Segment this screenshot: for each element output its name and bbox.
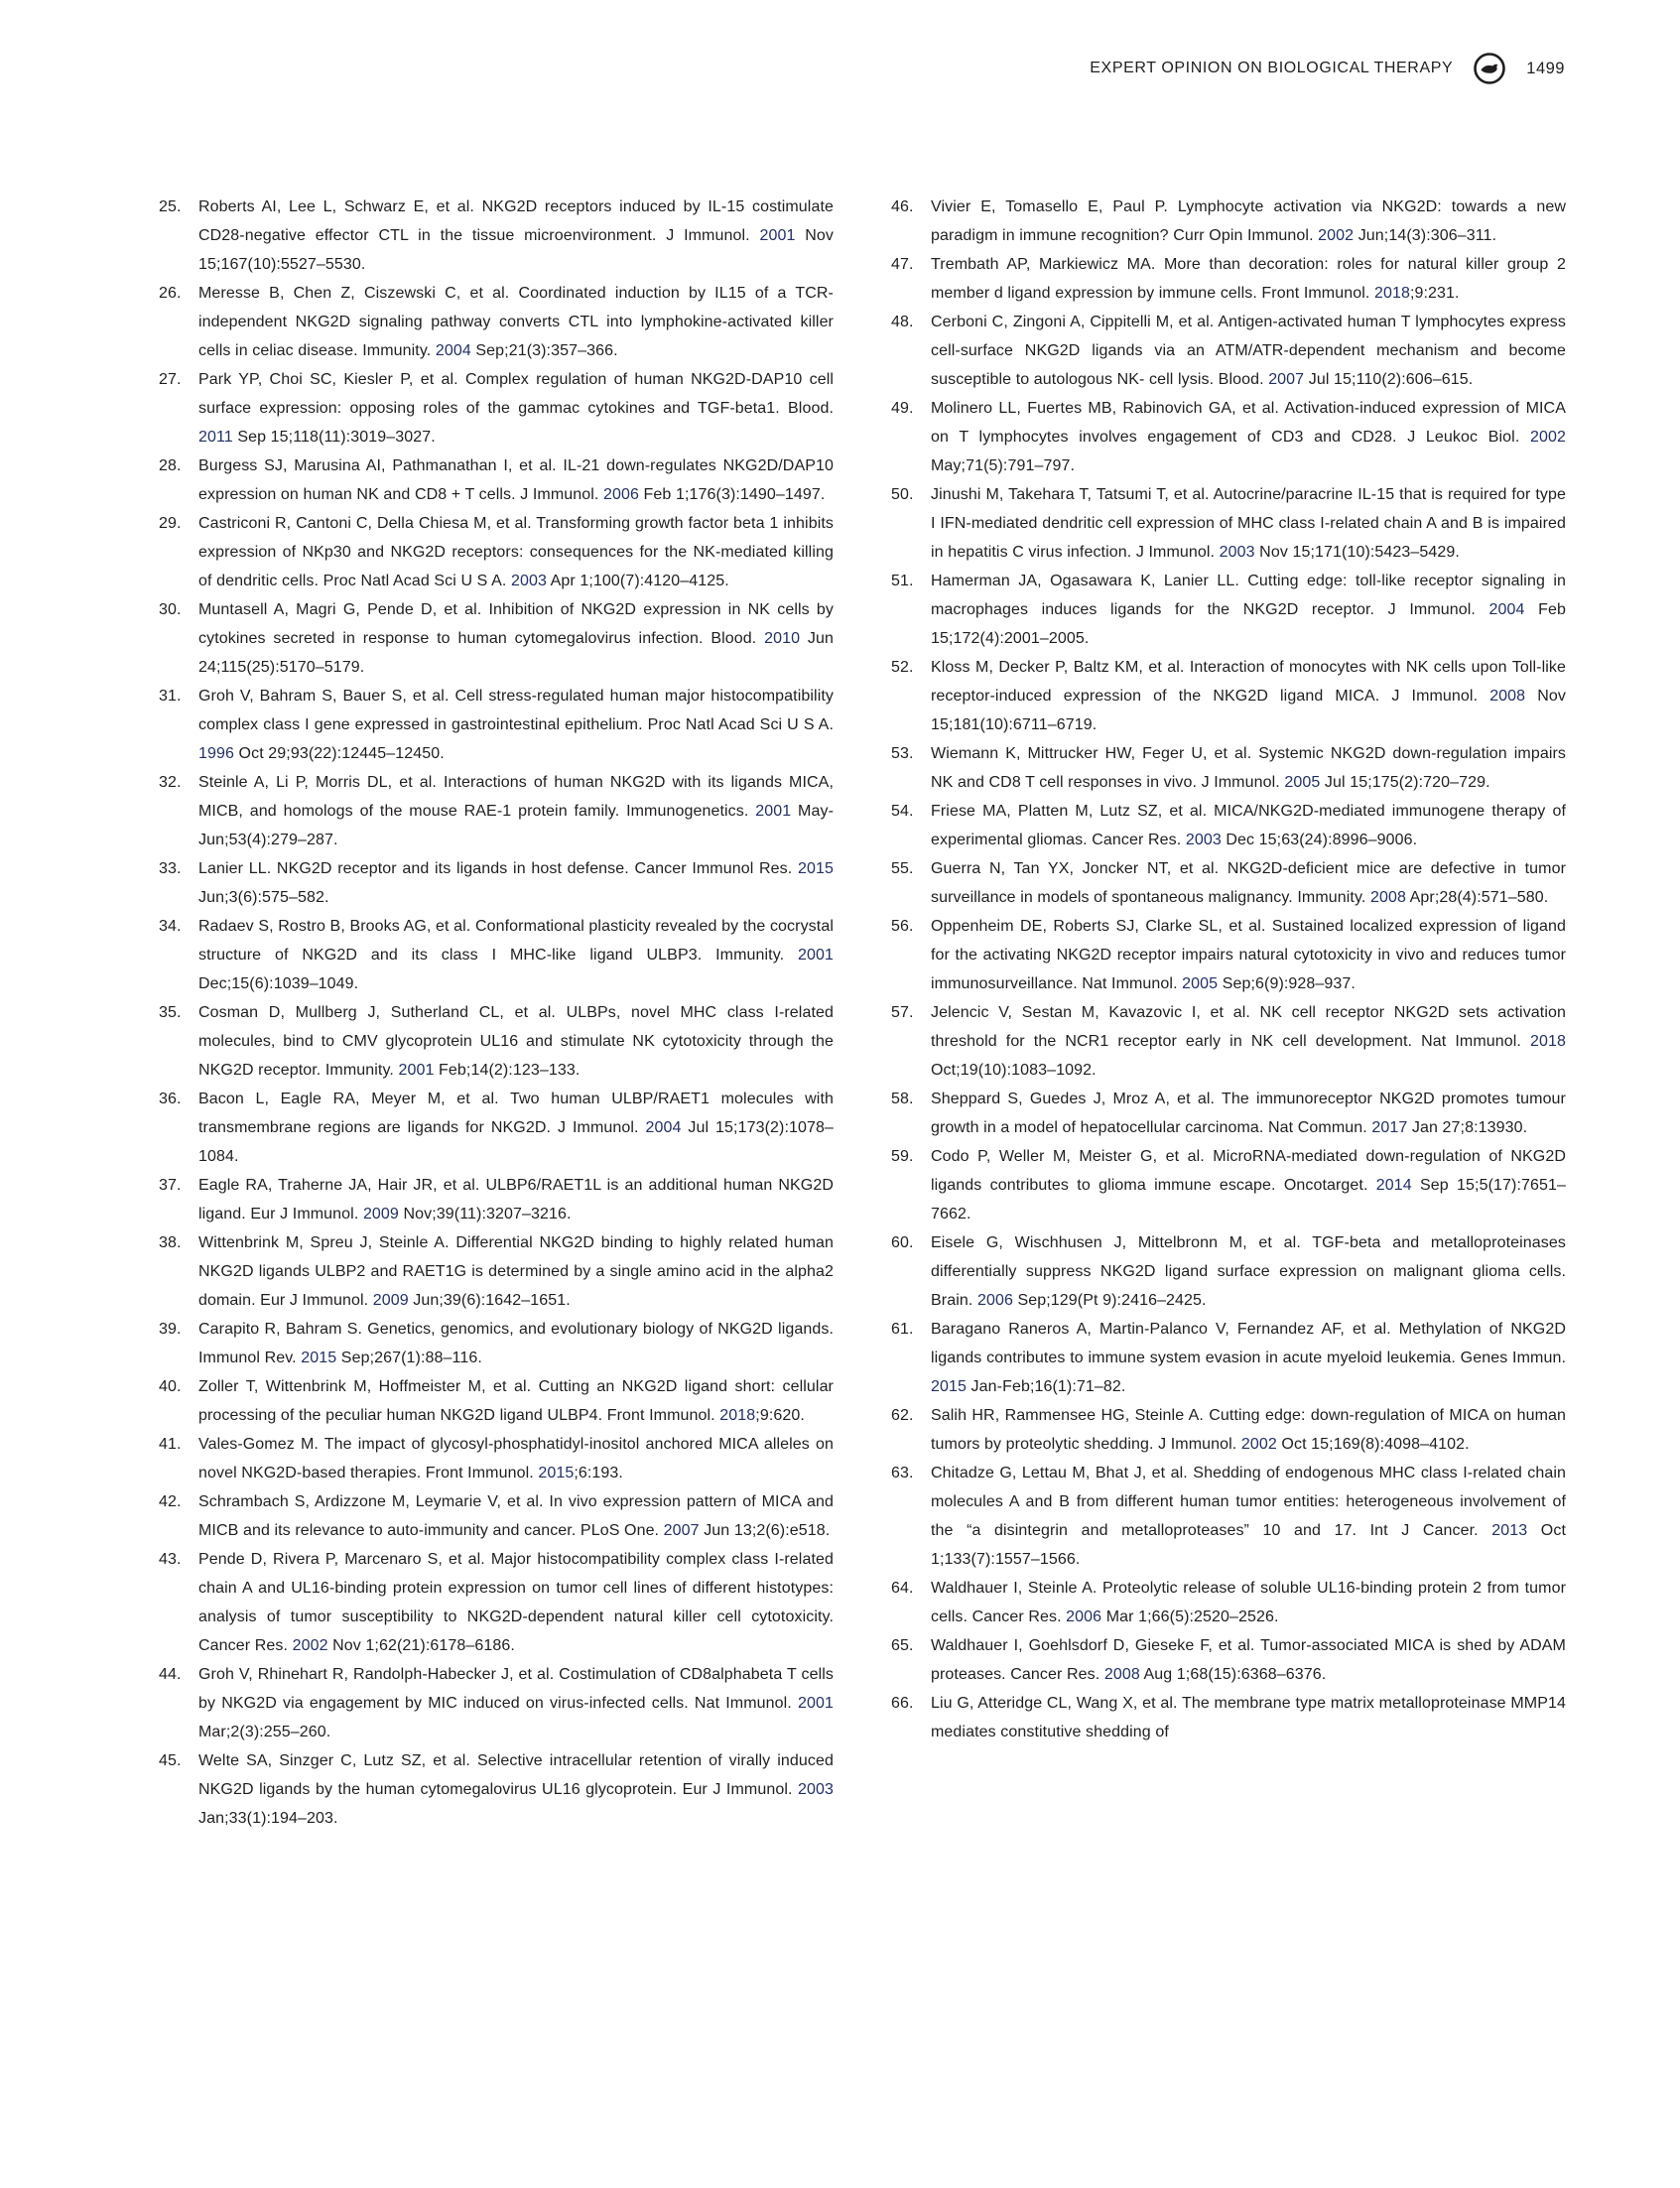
reference-number: 40. (159, 1378, 182, 1395)
reference-year-link[interactable]: 2018 (719, 1407, 756, 1424)
reference-number: 45. (159, 1752, 182, 1769)
reference-number: 60. (891, 1234, 914, 1251)
reference-text: Waldhauer I, Steinle A. Proteolytic release of soluble UL16-binding protein 2 from tumor cells. Cancer Res. 2006 Mar 1;66(5):2520–2526. (931, 1580, 1566, 1625)
journal-title: EXPERT OPINION ON BIOLOGICAL THERAPY (1090, 60, 1454, 76)
reference-item (159, 1746, 834, 1833)
reference-number: 39. (159, 1321, 182, 1338)
reference-number: 42. (159, 1493, 182, 1510)
reference-year-link[interactable]: 2015 (798, 860, 834, 877)
reference-item (891, 1631, 1566, 1689)
reference-item (159, 768, 834, 854)
reference-item (159, 854, 834, 912)
reference-text: Sheppard S, Guedes J, Mroz A, et al. The immunoreceptor NKG2D promotes tumour growth in a model of hepatocellular carcinoma. Nat Commun. 2017 Jan 27;8:13930. (931, 1091, 1566, 1136)
reference-text: Liu G, Atteridge CL, Wang X, et al. The membrane type matrix metalloproteinase MMP14 mediates constitutive shedding of (931, 1695, 1566, 1740)
reference-number: 63. (891, 1465, 914, 1481)
reference-text: Wittenbrink M, Spreu J, Steinle A. Differential NKG2D binding to highly related human NKG2D ligands ULBP2 and RAET1G is determined by a single amino acid in the alpha2 domain. Eur J Immunol. 2009 Jun;39(6):1642–1651. (198, 1234, 834, 1309)
reference-number: 66. (891, 1695, 914, 1712)
reference-year-link[interactable]: 2003 (1219, 544, 1255, 561)
reference-item (159, 682, 834, 768)
reference-year-link[interactable]: 2014 (1375, 1177, 1412, 1194)
reference-text: Vivier E, Tomasello E, Paul P. Lymphocyte activation via NKG2D: towards a new paradigm in immune recognition? Curr Opin Immunol. 2002 Jun;14(3):306–311. (931, 198, 1566, 244)
reference-text: Radaev S, Rostro B, Brooks AG, et al. Conformational plasticity revealed by the cocrystal structure of NKG2D and its class I MHC-like ligand ULBP3. Immunity. 2001 Dec;15(6):1039–1049. (198, 918, 834, 992)
reference-text: Cosman D, Mullberg J, Sutherland CL, et al. ULBPs, novel MHC class I-related molecules, bind to CMV glycoprotein UL16 and stimulate NK cytotoxicity through the NKG2D receptor. Immunity. 2001 Feb;14(2):123–133. (198, 1004, 834, 1079)
reference-number: 62. (891, 1407, 914, 1424)
references-column-right (891, 193, 1566, 1833)
reference-item (159, 509, 834, 595)
reference-item (159, 1315, 834, 1372)
reference-text: Park YP, Choi SC, Kiesler P, et al. Complex regulation of human NKG2D-DAP10 cell surface expression: opposing roles of the gammac cytokines and TGF-beta1. Blood. 2011 Sep 15;118(11):3019–3027. (198, 371, 834, 446)
reference-text: Groh V, Rhinehart R, Randolph-Habecker J, et al. Costimulation of CD8alphabeta T cells by NKG2D via engagement by MIC induced on virus-infected cells. Nat Immunol. 2001 Mar;2(3):255–260. (198, 1666, 834, 1740)
reference-year-link[interactable]: 2004 (645, 1119, 682, 1136)
reference-text: Kloss M, Decker P, Baltz KM, et al. Interaction of monocytes with NK cells upon Toll-like receptor-induced expression of the NKG2D ligand MICA. J Immunol. 2008 Nov 15;181(10):6711–6719. (931, 659, 1566, 733)
reference-text: Zoller T, Wittenbrink M, Hoffmeister M, et al. Cutting an NKG2D ligand short: cellular processing of the peculiar human NKG2D ligand ULBP4. Front Immunol. 2018;9:620. (198, 1378, 834, 1424)
reference-number: 64. (891, 1580, 914, 1597)
reference-item (891, 1085, 1566, 1142)
reference-item (159, 1545, 834, 1660)
reference-text: Welte SA, Sinzger C, Lutz SZ, et al. Selective intracellular retention of virally induced NKG2D ligands by the human cytomegalovirus UL16 glycoprotein. Eur J Immunol. 2003 Jan;33(1):194–203. (198, 1752, 834, 1827)
reference-year-link[interactable]: 2003 (510, 573, 547, 589)
reference-year-link[interactable]: 2001 (398, 1062, 435, 1079)
reference-text: Groh V, Bahram S, Bauer S, et al. Cell stress-regulated human major histocompatibility complex class I gene expressed in gastrointestinal epithelium. Proc Natl Acad Sci U S A. 1996 Oct 29;93(22):12445–12450. (198, 688, 834, 762)
reference-year-link[interactable]: 2008 (1489, 688, 1526, 705)
reference-number: 41. (159, 1436, 182, 1453)
reference-number: 52. (891, 659, 914, 676)
reference-text: Eagle RA, Traherne JA, Hair JR, et al. ULBP6/RAET1L is an additional human NKG2D ligand. Eur J Immunol. 2009 Nov;39(11):3207–3216. (198, 1177, 834, 1223)
reference-year-link[interactable]: 2007 (1268, 371, 1305, 388)
reference-year-link[interactable]: 2015 (931, 1378, 967, 1395)
reference-number: 49. (891, 400, 914, 417)
reference-year-link[interactable]: 2015 (538, 1465, 575, 1481)
reference-number: 25. (159, 198, 182, 215)
reference-year-link[interactable]: 1996 (198, 745, 234, 762)
reference-year-link[interactable]: 2003 (1185, 832, 1222, 848)
reference-number: 59. (891, 1148, 914, 1165)
page-number: 1499 (1526, 59, 1565, 77)
reference-text: Vales-Gomez M. The impact of glycosyl-phosphatidyl-inositol anchored MICA alleles on novel NKG2D-based therapies. Front Immunol. 2015;6:193. (198, 1436, 834, 1481)
reference-text: Schrambach S, Ardizzone M, Leymarie V, et al. In vivo expression pattern of MICA and MICB and its relevance to auto-immunity and cancer. PLoS One. 2007 Jun 13;2(6):e518. (198, 1493, 834, 1539)
reference-year-link[interactable]: 2009 (372, 1292, 409, 1309)
reference-item (891, 1142, 1566, 1228)
reference-text: Codo P, Weller M, Meister G, et al. MicroRNA-mediated down-regulation of NKG2D ligands contributes to glioma immune escape. Oncotarget. 2014 Sep 15;5(17):7651–7662. (931, 1148, 1566, 1223)
reference-year-link[interactable]: 2010 (764, 630, 801, 647)
reference-year-link[interactable]: 2008 (1103, 1666, 1140, 1683)
reference-text: Lanier LL. NKG2D receptor and its ligands in host defense. Cancer Immunol Res. 2015 Jun;3(6):575–582. (198, 860, 834, 906)
reference-year-link[interactable]: 2018 (1530, 1033, 1566, 1050)
reference-text: Hamerman JA, Ogasawara K, Lanier LL. Cutting edge: toll-like receptor signaling in macrophages induces ligands for the NKG2D receptor. J Immunol. 2004 Feb 15;172(4):2001–2005. (931, 573, 1567, 647)
reference-number: 30. (159, 601, 182, 618)
reference-item (891, 308, 1566, 394)
reference-number: 26. (159, 285, 182, 302)
reference-year-link[interactable]: 2001 (759, 227, 796, 244)
reference-number: 58. (891, 1091, 914, 1107)
reference-year-link[interactable]: 2007 (663, 1522, 700, 1539)
reference-number: 65. (891, 1637, 914, 1654)
reference-number: 31. (159, 688, 182, 705)
reference-number: 61. (891, 1321, 914, 1338)
publisher-logo-icon (1473, 52, 1506, 85)
reference-year-link[interactable]: 2001 (798, 947, 834, 964)
reference-text: Muntasell A, Magri G, Pende D, et al. Inhibition of NKG2D expression in NK cells by cytokines secreted in response to human cytomegalovirus infection. Blood. 2010 Jun 24;115(25):5170–5179. (198, 601, 834, 676)
reference-item (891, 998, 1566, 1085)
reference-year-link[interactable]: 2001 (798, 1695, 834, 1712)
reference-year-link[interactable]: 2002 (292, 1637, 328, 1654)
reference-number: 51. (891, 573, 914, 589)
reference-item (891, 1574, 1566, 1631)
reference-year-link[interactable]: 2017 (1371, 1119, 1408, 1136)
reference-item (159, 1228, 834, 1315)
reference-number: 29. (159, 515, 182, 532)
reference-year-link[interactable]: 2002 (1240, 1436, 1277, 1453)
reference-year-link[interactable]: 2011 (198, 429, 233, 446)
reference-text: Burgess SJ, Marusina AI, Pathmanathan I, et al. IL-21 down-regulates NKG2D/DAP10 expression on human NK and CD8 + T cells. J Immunol. 2006 Feb 1;176(3):1490–1497. (198, 457, 834, 503)
reference-text: Castriconi R, Cantoni C, Della Chiesa M, et al. Transforming growth factor beta 1 inhibits expression of NKp30 and NKG2D receptors: consequences for the NK-mediated killing of dendritic cells. Proc Natl Acad Sci U S A. 2003 Apr 1;100(7):4120–4125. (198, 515, 834, 589)
reference-text: Waldhauer I, Goehlsdorf D, Gieseke F, et al. Tumor-associated MICA is shed by ADAM proteases. Cancer Res. 2008 Aug 1;68(15):6368–6376. (931, 1637, 1566, 1683)
reference-item (159, 998, 834, 1085)
reference-text: Jelencic V, Sestan M, Kavazovic I, et al. NK cell receptor NKG2D sets activation threshold for the NCR1 receptor early in NK cell development. Nat Immunol. 2018 Oct;19(10):1083–1092. (931, 1004, 1566, 1079)
reference-text: Roberts AI, Lee L, Schwarz E, et al. NKG2D receptors induced by IL-15 costimulate CD28-negative effector CTL in the tissue microenvironment. J Immunol. 2001 Nov 15;167(10):5527–5530. (198, 198, 834, 273)
reference-number: 32. (159, 774, 182, 791)
reference-item (159, 912, 834, 998)
reference-year-link[interactable]: 2002 (1318, 227, 1355, 244)
page-header (1090, 52, 1565, 85)
reference-year-link[interactable]: 2009 (362, 1206, 399, 1223)
reference-text: Wiemann K, Mittrucker HW, Feger U, et al. Systemic NKG2D down-regulation impairs NK and CD8 T cell responses in vivo. J Immunol. 2005 Jul 15;175(2):720–729. (931, 745, 1566, 791)
reference-year-link[interactable]: 2013 (1491, 1522, 1528, 1539)
reference-number: 43. (159, 1551, 182, 1568)
reference-year-link[interactable]: 2005 (1182, 975, 1219, 992)
reference-item (891, 394, 1566, 480)
reference-item (159, 1372, 834, 1430)
reference-text: Oppenheim DE, Roberts SJ, Clarke SL, et al. Sustained localized expression of ligand for the activating NKG2D receptor impairs natural cytotoxicity in vivo and reduces tumor immunosurveillance. Nat Immunol. 2005 Sep;6(9):928–937. (931, 918, 1566, 992)
reference-item (159, 595, 834, 682)
reference-year-link[interactable]: 2006 (603, 486, 640, 503)
reference-year-link[interactable]: 2005 (1284, 774, 1321, 791)
reference-number: 57. (891, 1004, 914, 1021)
reference-number: 54. (891, 803, 914, 820)
reference-item (891, 797, 1566, 854)
reference-item (891, 250, 1566, 308)
reference-item (891, 912, 1566, 998)
reference-item (891, 193, 1566, 250)
reference-text: Molinero LL, Fuertes MB, Rabinovich GA, et al. Activation-induced expression of MICA on T lymphocytes involves engagement of CD3 and CD28. J Leukoc Biol. 2002 May;71(5):791–797. (931, 400, 1566, 474)
reference-item (891, 1228, 1566, 1315)
reference-year-link[interactable]: 2006 (1066, 1609, 1102, 1625)
reference-text: Steinle A, Li P, Morris DL, et al. Interactions of human NKG2D with its ligands MICA, MICB, and homologs of the mouse RAE-1 protein family. Immunogenetics. 2001 May-Jun;53(4):279–287. (198, 774, 835, 848)
reference-text: Cerboni C, Zingoni A, Cippitelli M, et al. Antigen-activated human T lymphocytes express cell-surface NKG2D ligands via an ATM/ATR-dependent mechanism and become susceptible to autologous NK- cell lysis. Blood. 2007 Jul 15;110(2):606–615. (931, 314, 1566, 388)
reference-text: Chitadze G, Lettau M, Bhat J, et al. Shedding of endogenous MHC class I-related chain molecules A and B from different human tumor entities: heterogeneous involvement of the “a disintegrin and metalloproteases” 10 and 17. Int J Cancer. 2013 Oct 1;133(7):1557–1566. (931, 1465, 1566, 1568)
reference-text: Baragano Raneros A, Martin-Palanco V, Fernandez AF, et al. Methylation of NKG2D ligands contributes to immune system evasion in acute myeloid leukemia. Genes Immun. 2015 Jan-Feb;16(1):71–82. (931, 1321, 1566, 1395)
references-column-left (159, 193, 834, 1833)
reference-year-link[interactable]: 2001 (755, 803, 792, 820)
reference-year-link[interactable]: 2004 (1488, 601, 1525, 618)
reference-text: Bacon L, Eagle RA, Meyer M, et al. Two human ULBP/RAET1 molecules with transmembrane regions are ligands for NKG2D. J Immunol. 2004 Jul 15;173(2):1078–1084. (198, 1091, 834, 1165)
reference-text: Guerra N, Tan YX, Joncker NT, et al. NKG2D-deficient mice are defective in tumor surveillance in models of spontaneous malignancy. Immunity. 2008 Apr;28(4):571–580. (931, 860, 1566, 906)
reference-year-link[interactable]: 2004 (435, 342, 471, 359)
reference-item (891, 854, 1566, 912)
reference-year-link[interactable]: 2006 (976, 1292, 1013, 1309)
reference-item (891, 567, 1566, 653)
reference-text: Meresse B, Chen Z, Ciszewski C, et al. Coordinated induction by IL15 of a TCR-independent NKG2D signaling pathway converts CTL into lymphokine-activated killer cells in celiac disease. Immunity. 2004 Sep;21(3):357–366. (198, 285, 834, 359)
reference-year-link[interactable]: 2015 (301, 1350, 337, 1366)
reference-number: 56. (891, 918, 914, 935)
reference-text: Eisele G, Wischhusen J, Mittelbronn M, et al. TGF-beta and metalloproteinases differentially suppress NKG2D ligand surface expression on malignant glioma cells. Brain. 2006 Sep;129(Pt 9):2416–2425. (931, 1234, 1566, 1309)
reference-number: 48. (891, 314, 914, 330)
reference-text: Carapito R, Bahram S. Genetics, genomics, and evolutionary biology of NKG2D ligands. Immunol Rev. 2015 Sep;267(1):88–116. (198, 1321, 834, 1366)
reference-number: 37. (159, 1177, 182, 1194)
reference-year-link[interactable]: 2008 (1369, 889, 1406, 906)
reference-item (891, 739, 1566, 797)
reference-year-link[interactable]: 2002 (1530, 429, 1566, 446)
reference-item (891, 1689, 1566, 1746)
reference-number: 55. (891, 860, 914, 877)
reference-number: 36. (159, 1091, 182, 1107)
reference-number: 50. (891, 486, 914, 503)
reference-item (159, 1085, 834, 1171)
reference-text: Salih HR, Rammensee HG, Steinle A. Cutting edge: down-regulation of MICA on human tumors by proteolytic shedding. J Immunol. 2002 Oct 15;169(8):4098–4102. (931, 1407, 1566, 1453)
reference-text: Pende D, Rivera P, Marcenaro S, et al. Major histocompatibility complex class I-related chain A and UL16-binding protein expression on tumor cell lines of different histotypes: analysis of tumor susceptibility to NKG2D-dependent natural killer cell cytotoxicity. Cancer Res. 2002 Nov 1;62(21):6178–6186. (198, 1551, 834, 1654)
reference-text: Friese MA, Platten M, Lutz SZ, et al. MICA/NKG2D-mediated immunogene therapy of experimental gliomas. Cancer Res. 2003 Dec 15;63(24):8996–9006. (931, 803, 1566, 848)
reference-item (159, 1487, 834, 1545)
reference-number: 44. (159, 1666, 182, 1683)
reference-year-link[interactable]: 2018 (1373, 285, 1410, 302)
reference-number: 38. (159, 1234, 182, 1251)
reference-item (159, 451, 834, 509)
reference-item (159, 365, 834, 451)
reference-number: 33. (159, 860, 182, 877)
reference-item (891, 1401, 1566, 1459)
reference-item (159, 1171, 834, 1228)
reference-year-link[interactable]: 2003 (798, 1781, 834, 1798)
reference-number: 35. (159, 1004, 182, 1021)
references-section (159, 193, 1566, 1833)
reference-number: 53. (891, 745, 914, 762)
reference-item (159, 1660, 834, 1746)
reference-number: 27. (159, 371, 182, 388)
reference-item (891, 480, 1566, 567)
reference-number: 47. (891, 256, 914, 273)
reference-number: 28. (159, 457, 182, 474)
reference-number: 34. (159, 918, 182, 935)
reference-item (159, 1430, 834, 1487)
reference-item (159, 193, 834, 279)
reference-item (891, 1459, 1566, 1574)
reference-item (159, 279, 834, 365)
reference-text: Trembath AP, Markiewicz MA. More than decoration: roles for natural killer group 2 member d ligand expression by immune cells. Front Immunol. 2018;9:231. (931, 256, 1566, 302)
reference-text: Jinushi M, Takehara T, Tatsumi T, et al. Autocrine/paracrine IL-15 that is required for type I IFN-mediated dendritic cell expression of MHC class I-related chain A and B is impaired in hepatitis C virus infection. J Immunol. 2003 Nov 15;171(10):5423–5429. (931, 486, 1566, 561)
reference-item (891, 1315, 1566, 1401)
reference-item (891, 653, 1566, 739)
reference-number: 46. (891, 198, 914, 215)
